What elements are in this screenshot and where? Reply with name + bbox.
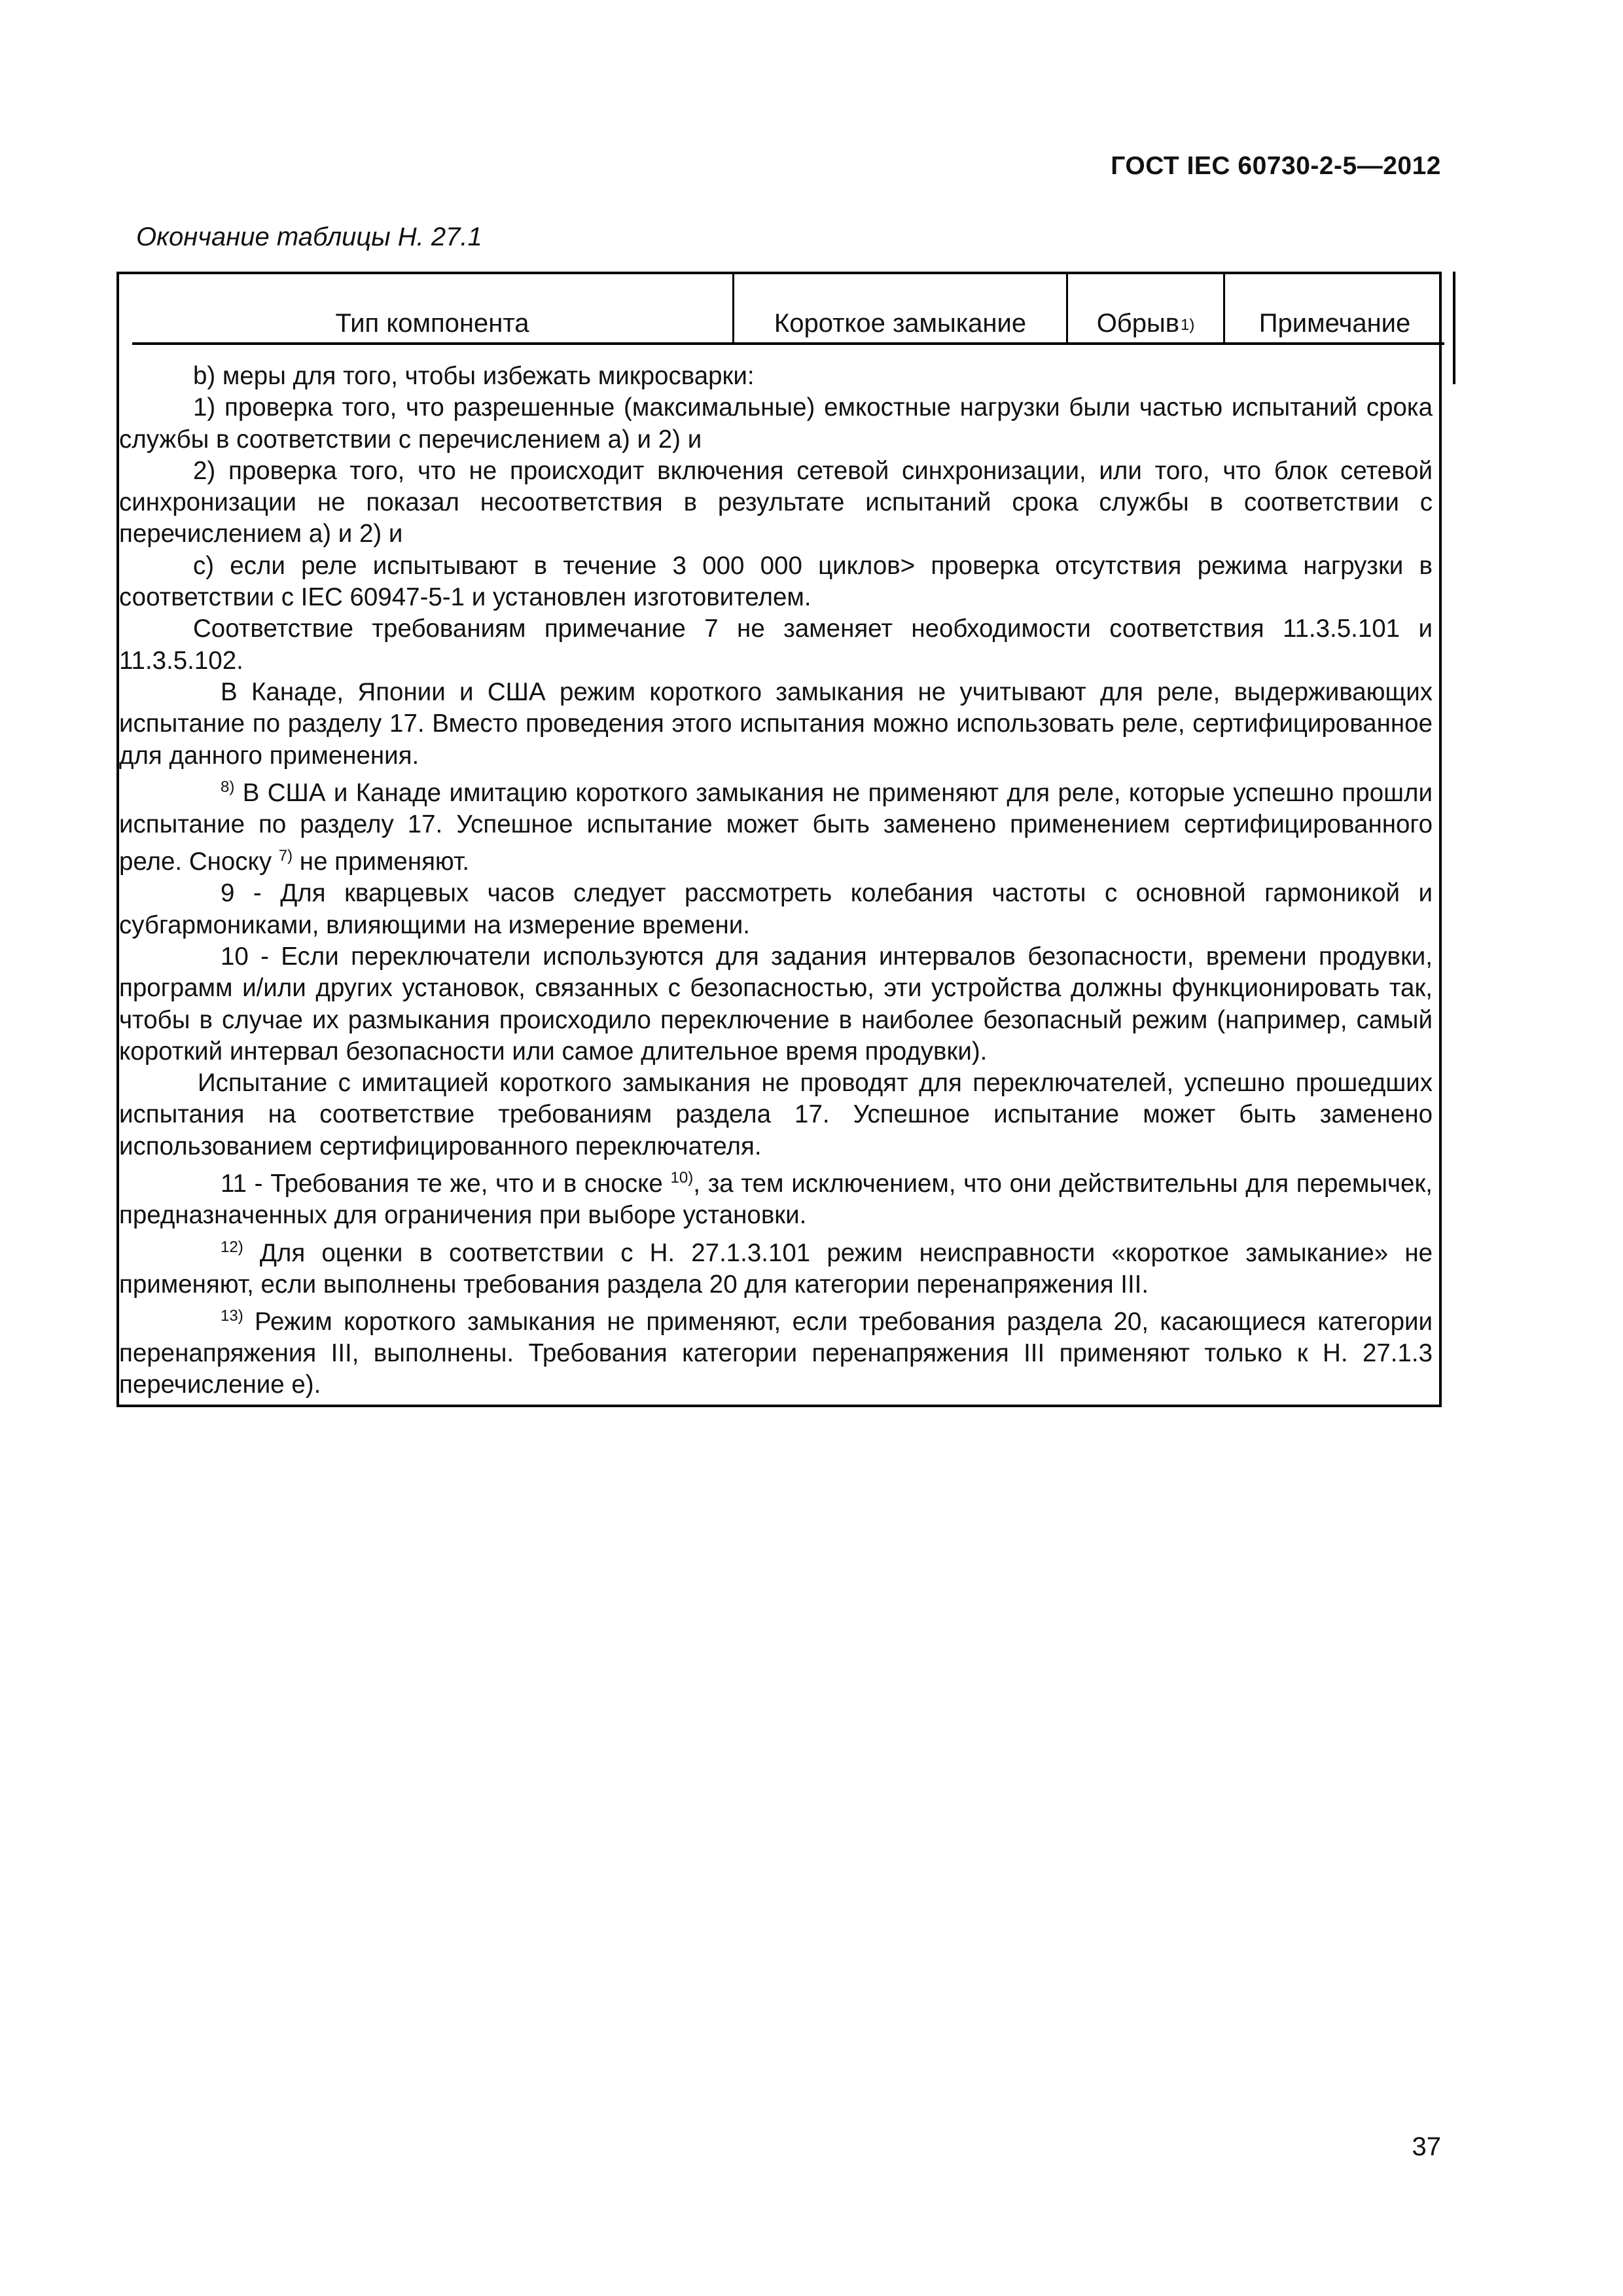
note-paragraph: Испытание с имитацией короткого замыкания не проводят для переключателей, успешно прошедших испытания на соответствие требованиям раздела 17. Успешное испытание может быть заменено использованием сертифицированного переключателя. — [119, 1069, 1433, 1160]
footnote-12: $^{12)}$ Для оценки в соответствии с Н. 27.1.3.101 режим неисправности «короткое замыкание» не применяют, если выполнены требования раздела 20 для категории перенапряжения III. — [119, 1238, 1433, 1299]
table-caption: Окончание таблицы Н. 27.1 — [136, 223, 482, 251]
column-header-short-circuit: Короткое замыкание — [734, 274, 1068, 345]
note-paragraph: 1) проверка того, что разрешенные (максимальные) емкостные нагрузки были частью испытаний срока службы в соответствии с перечислением а) и 2) и — [119, 393, 1433, 454]
footnote-11: 11 - Требования те же, что и в сноске $^{10)}$, за тем исключением, что они действительны для перемычек, предназначенных для ограничения при выборе установки. — [119, 1169, 1433, 1230]
column-header-component-type: Тип компонента — [132, 274, 734, 345]
note-paragraph: Соответствие требованиям примечание 7 не заменяет необходимости соответствия 11.3.5.101 и 11.3.5.102. — [119, 615, 1433, 675]
column-header-open-circuit: Обрыв $^{1)}$ — [1068, 274, 1225, 345]
document-code: ГОСТ IEC 60730-2-5—2012 — [1111, 152, 1441, 180]
note-paragraph: c) если реле испытывают в течение 3 000 000 циклов> проверка отсутствия режима нагрузки в соответствии с IEC 60947-5-1 и установлен изготовителем. — [119, 551, 1433, 612]
note-paragraph: В Канаде, Японии и США режим короткого замыкания не учитывают для реле, выдерживающих испытание по разделу 17. Вместо проведения этого испытания можно использовать реле, сертифицированное для данного применения. — [119, 677, 1433, 770]
page-number: 37 — [1412, 2132, 1441, 2161]
footnote-9: 9 - Для кварцевых часов следует рассмотреть колебания частоты с основной гармоникой и субгармониками, влияющими на измерение времени. — [119, 879, 1433, 939]
table-notes — [119, 361, 1433, 1401]
footnote-mark: 1) — [1180, 316, 1195, 334]
table-header-row — [132, 274, 1444, 346]
table — [116, 272, 1442, 1407]
table-border-tick — [1439, 346, 1442, 386]
note-paragraph: 2) проверка того, что не происходит включения сетевой синхронизации, или того, что блок сетевой синхронизации не показал несоответствия в результате испытаний срока службы в соответствии с перечислением а) и 2) и — [119, 456, 1433, 548]
note-paragraph: b) меры для того, чтобы избежать микросварки: — [193, 362, 755, 390]
column-header-note: Примечание — [1225, 274, 1444, 345]
footnote-10: 10 - Если переключатели используются для задания интервалов безопасности, времени продувки, программ и/или других установок, связанных с безопасностью, эти устройства должны функционировать так, чтобы в случае их размыкания происходило переключение в наиболее безопасный режим (например, самый короткий интервал безопасности или самое длительное время продувки). — [119, 942, 1433, 1066]
table-outer-border — [1453, 272, 1455, 384]
footnote-13: $^{13)}$ Режим короткого замыкания не применяют, если требования раздела 20, касающиеся категории перенапряжения III, выполнены. Требования категории перенапряжения III применяют только к Н. 27.1.3 перечисление е). — [119, 1306, 1433, 1399]
footnote-8: $^{8)}$ В США и Канаде имитацию короткого замыкания не применяют для реле, которые успешно прошли испытание по разделу 17. Успешное испытание может быть заменено применением сертифицированного реле. Сноску $^{7)}$ не применяют. — [119, 778, 1433, 876]
